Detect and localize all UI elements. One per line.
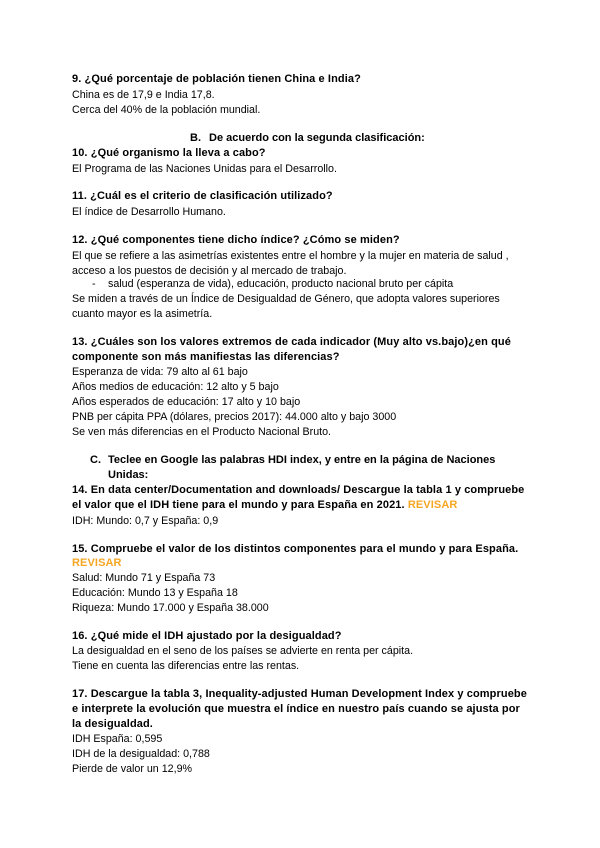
revisar-flag: REVISAR — [72, 557, 122, 569]
question-12-bullet-item: salud (esperanza de vida), educación, producto nacional bruto per cápita — [108, 278, 454, 290]
revisar-flag: REVISAR — [407, 499, 458, 511]
question-13-title-line: componente son más manifiestas las diferencias? — [72, 351, 340, 363]
question-15-answer-line: Riqueza: Mundo 17.000 y España 38.000 — [72, 602, 269, 614]
section-c-title-line: Teclee en Google las palabras HDI index, y entre en la página de Naciones — [108, 454, 496, 466]
question-15-answer-line: Educación: Mundo 13 y España 18 — [72, 587, 238, 599]
question-12-answer-line: cuanto mayor es la asimetría. — [72, 308, 213, 320]
question-12-answer-line: acceso a los puestos de decisión y al mercado de trabajo. — [72, 265, 347, 277]
section-c-title-line: Unidas: — [108, 469, 149, 481]
section-b-letter: B. — [190, 132, 201, 144]
question-17-title-line: la desigualdad. — [72, 718, 153, 730]
question-9-title: 9. ¿Qué porcentaje de población tienen China e India? — [72, 73, 361, 85]
question-17-title-line: e interprete la evolución que muestra el índice en nuestro país cuando se ajusta por — [72, 703, 520, 715]
question-9-answer-line: Cerca del 40% de la población mundial. — [72, 104, 261, 116]
question-12-title: 12. ¿Qué componentes tiene dicho índice? ¿Cómo se miden? — [72, 234, 400, 246]
section-b-title: De acuerdo con la segunda clasificación: — [209, 132, 425, 144]
question-10-title: 10. ¿Qué organismo la lleva a cabo? — [72, 147, 266, 159]
question-11-title: 11. ¿Cuál es el criterio de clasificación utilizado? — [72, 190, 333, 202]
question-16-answer-line: La desigualdad en el seno de los países se advierte en renta per cápita. — [72, 645, 414, 657]
question-17-title-line: 17. Descargue la tabla 3, Inequality-adjusted Human Development Index y compruebe — [72, 688, 527, 700]
question-14-answer-line: IDH: Mundo: 0,7 y España: 0,9 — [72, 515, 219, 527]
question-17-answer-line: IDH España: 0,595 — [72, 733, 163, 745]
question-13-answer-line: Años esperados de educación: 17 alto y 10 bajo — [72, 396, 301, 408]
question-14-title-line — [72, 499, 457, 511]
question-10-answer-line: El Programa de las Naciones Unidas para el Desarrollo. — [72, 163, 337, 175]
question-11-answer-line: El índice de Desarrollo Humano. — [72, 206, 226, 218]
question-14-title-text: el valor que el IDH tiene para el mundo y para España en 2021. — [72, 499, 405, 511]
question-13-answer-line: Años medios de educación: 12 alto y 5 bajo — [72, 381, 279, 393]
question-13-answer-line: Esperanza de vida: 79 alto al 61 bajo — [72, 366, 248, 378]
question-13-title-line: 13. ¿Cuáles son los valores extremos de cada indicador (Muy alto vs.bajo)¿en qué — [72, 336, 511, 348]
question-13-answer-line: Se ven más diferencias en el Producto Nacional Bruto. — [72, 426, 332, 438]
bullet-dash: - — [92, 278, 96, 290]
question-16-title: 16. ¿Qué mide el IDH ajustado por la desigualdad? — [72, 630, 342, 642]
section-c-letter: C. — [90, 454, 101, 466]
question-14-title-line: 14. En data center/Documentation and downloads/ Descargue la tabla 1 y compruebe — [72, 484, 525, 496]
question-17-answer-line: IDH de la desigualdad: 0,788 — [72, 748, 210, 760]
question-13-answer-line: PNB per cápita PPA (dólares, precios 2017): 44.000 alto y bajo 3000 — [72, 411, 397, 423]
question-12-answer-line: El que se refiere a las asimetrías existentes entre el hombre y la mujer en materia de salud , — [72, 250, 509, 262]
question-16-answer-line: Tiene en cuenta las diferencias entre las rentas. — [72, 660, 300, 672]
question-9-answer-line: China es de 17,9 e India 17,8. — [72, 89, 215, 101]
question-15-answer-line: Salud: Mundo 71 y España 73 — [72, 572, 216, 584]
question-17-answer-line: Pierde de valor un 12,9% — [72, 763, 193, 775]
question-12-answer-line: Se miden a través de un Índice de Desigualdad de Género, que adopta valores superiores — [72, 293, 500, 305]
question-15-title: 15. Compruebe el valor de los distintos componentes para el mundo y para España. — [72, 543, 519, 555]
